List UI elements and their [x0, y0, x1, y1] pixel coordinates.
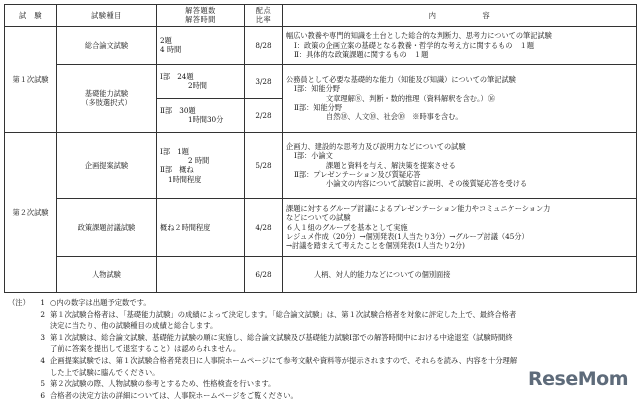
header-qtime-1: 解答題数	[185, 6, 216, 15]
note-item-2	[8, 309, 628, 321]
note-text: 第１次試験合格者は、「基礎能力試験」の成績によって決定します。「総合論文試験」は、第１次試験合格者を対象に評定した上で、最終合格者	[50, 309, 517, 319]
type-kiso-2: （多肢選択式）	[81, 98, 132, 108]
qtime-seisaku: 概ね２時間程度	[157, 198, 245, 256]
content-line: 文章理解⑧、判断・数的推理（資料解釈を含む。）⑯	[326, 93, 495, 103]
content-line: 幅広い教養や専門的知識を土台とした総合的な判断力、思考力についての筆記試験	[286, 31, 552, 41]
table-row-seisaku	[5, 198, 637, 256]
note-item-6	[8, 390, 628, 400]
type-kikaku: 企画提案試験	[57, 132, 157, 198]
content-line: ６人１組のグループを基本として実施	[286, 222, 408, 232]
qtime-line: Ⅰ部 24題	[160, 71, 194, 81]
header-ratio	[245, 5, 283, 27]
ratio-kiso-2: 2/28	[245, 98, 283, 132]
table-header-row	[5, 5, 637, 27]
qtime-line: Ⅰ部 1題	[160, 146, 189, 156]
qtime-kikaku	[157, 132, 245, 198]
content-line: 課題と資料を与え、解決策を提案させる	[326, 160, 456, 170]
header-qtime	[157, 5, 245, 27]
ratio-jinbutsu: 6/28	[245, 256, 283, 292]
type-sogo: 総合論文試験	[57, 26, 157, 64]
ratio-seisaku: 4/28	[245, 198, 283, 256]
header-ratio-2: 比率	[255, 15, 272, 25]
content-line: 自然⑩、人文⑩、社会⑩ ※時事を含む。	[326, 112, 463, 122]
header-content: 内 容	[283, 5, 637, 27]
note-number: 5	[40, 379, 45, 389]
type-kiso	[57, 64, 157, 132]
qtime-line: 2 時間	[188, 155, 210, 165]
qtime-line: 1時間30分	[188, 115, 224, 125]
content-line: レジュメ作成（20分）→個別発表(1人当たり3分）→グループ討議（45分）	[286, 232, 529, 242]
header-stage: 試 験	[5, 5, 57, 27]
note-number: 6	[40, 390, 45, 400]
qtime-line: 4 時間	[160, 45, 182, 55]
qtime-jinbutsu	[157, 256, 245, 292]
content-line: Ⅱ部：プレゼンテーション及び質疑応答	[294, 170, 421, 180]
note-item-1	[8, 297, 628, 309]
ratio-kiso-1: 3/28	[245, 64, 283, 98]
header-ratio-1: 配点	[255, 6, 272, 15]
note-number: 1	[40, 298, 45, 307]
note-continuation: した上で試験に臨んでください。	[50, 367, 160, 377]
note-text: 第１次試験は、総合論文試験、基礎能力試験の順に実施し、総合論文試験及び基礎能力試験Ⅰ部での解答時間中における中途退室（試験時間終	[50, 332, 513, 342]
content-line: →討議を踏まえて考えたことを個別発表(1人当たり2分)	[286, 241, 465, 251]
content-line: 人柄、対人的能力などについての個別面接	[314, 269, 451, 279]
content-line: 小論文の内容について試験官に説明、その後質疑応答を受ける	[326, 179, 528, 189]
table-row-sogo	[5, 26, 637, 64]
content-line: 企画力、建設的な思考力及び説明力などについての試験	[286, 141, 466, 151]
table-row-jinbutsu	[5, 256, 637, 292]
note-item-4	[8, 355, 628, 367]
content-line: などについての試験	[286, 213, 351, 223]
qtime-kiso-1	[157, 64, 245, 98]
note-continuation: 了前に答案を提出して退室すること）は認められません。	[50, 344, 241, 354]
exam-table	[4, 4, 637, 293]
qtime-line: 2題	[160, 35, 172, 45]
content-kiso	[283, 64, 637, 132]
note-text: ○内の数字は出題予定数です。	[50, 298, 151, 307]
table-row-kikaku	[5, 132, 637, 198]
resemom-logo: ReseMom	[528, 368, 628, 390]
stage-second: 第２次試験	[5, 132, 57, 292]
note-number: 3	[40, 332, 45, 342]
type-seisaku: 政策課題討議試験	[57, 198, 157, 256]
ratio-kikaku: 5/28	[245, 132, 283, 198]
content-jinbutsu	[283, 256, 637, 292]
content-line: Ⅰ部：知能分野	[294, 84, 340, 94]
content-line: Ⅰ部：小論文	[294, 151, 333, 161]
ratio-sogo: 8/28	[245, 26, 283, 64]
note-text: 合格者の決定方法の詳細については、人事院ホームページをご覧ください。	[50, 390, 298, 400]
note-text: 第２次試験の際、人物試験の参考とするため、性格検査を行います。	[50, 379, 276, 389]
note-number: 4	[40, 355, 45, 365]
header-qtime-2: 解答時間	[185, 15, 216, 25]
content-line: 公務員として必要な基礎的な能力（知能及び知識）についての筆記試験	[286, 74, 516, 84]
qtime-line: Ⅱ部 概ね	[160, 165, 194, 175]
qtime-kiso-2	[157, 98, 245, 132]
content-line: Ⅱ：具体的な政策課題に関するもの １題	[294, 50, 429, 60]
content-line: 課題に対するグループ討議によるプレゼンテーション能力やコミュニケーション力	[286, 203, 551, 213]
qtime-line: Ⅱ部 30題	[160, 105, 196, 115]
content-kikaku	[283, 132, 637, 198]
note-item-3	[8, 332, 628, 344]
type-kiso-1: 基礎能力試験	[84, 88, 129, 98]
qtime-sogo	[157, 26, 245, 64]
content-line: Ⅱ部：知能分野	[294, 103, 343, 113]
stage-first: 第１次試験	[5, 26, 57, 132]
notes-label: （注）	[8, 298, 30, 307]
table-row-kiso-1	[5, 64, 637, 98]
content-sogo	[283, 26, 637, 64]
type-jinbutsu: 人物試験	[57, 256, 157, 292]
note-continuation: 決定に当たり、他の試験種目の成績と総合します。	[50, 321, 218, 331]
content-line: Ⅰ：政策の企画立案の基礎となる教養・哲学的な考え方に関するもの １題	[294, 40, 535, 50]
note-text: 企画提案試験では、第１次試験合格者発表日に人事院ホームページにて参考文献や資料等が提示されますので、それらを読み、内容を十分理解	[50, 355, 518, 365]
header-type: 試験種目	[57, 5, 157, 27]
qtime-line: 2時間	[188, 81, 207, 91]
note-number: 2	[40, 309, 45, 319]
qtime-line: 1時間程度	[168, 174, 202, 184]
content-seisaku	[283, 198, 637, 256]
